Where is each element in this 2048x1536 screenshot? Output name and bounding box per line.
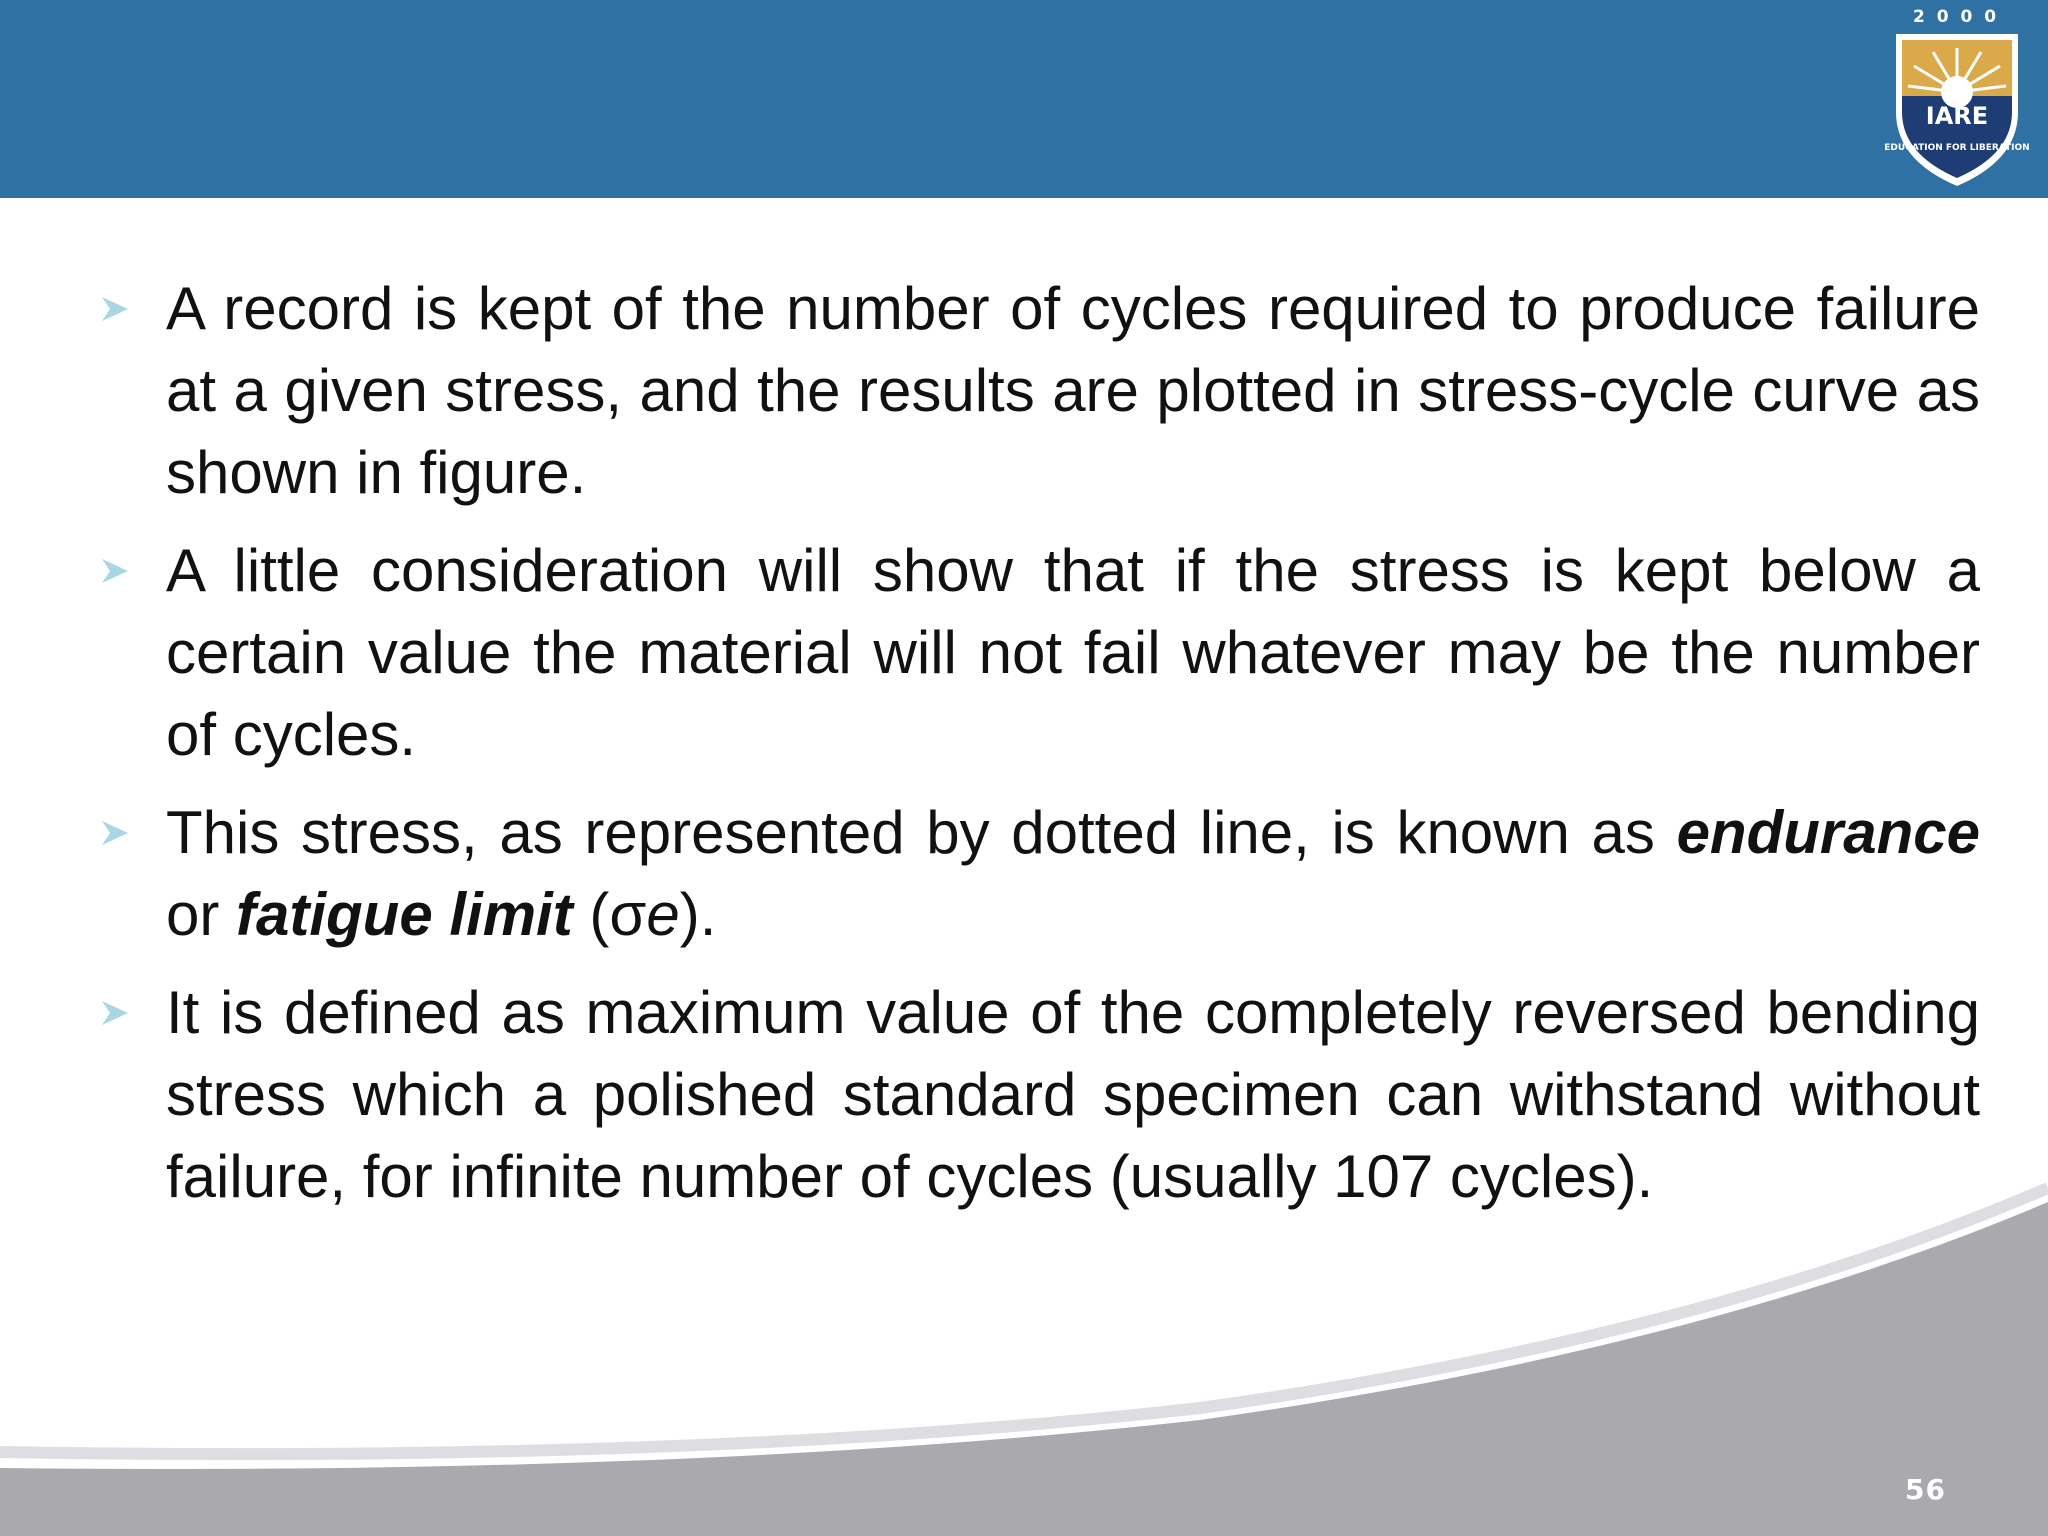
- bullet-text-part: or: [166, 881, 237, 948]
- bullet-item: [100, 792, 1980, 956]
- iare-logo-icon: [1858, 0, 2048, 198]
- bullet-text: A record is kept of the number of cycles required to produce failure at a given stress, and the results are plotted in stress-cycle curve as shown in figure.: [166, 275, 1980, 506]
- logo-motto: EDUCATION FOR LIBERATION: [1884, 143, 2030, 153]
- arrow-bullet-icon: [100, 792, 166, 874]
- header-bar: [0, 0, 2048, 198]
- bullet-item: [100, 530, 1980, 776]
- bullet-text: It is defined as maximum value of the completely reversed bending stress which a polished standard specimen can withstand without failure, for infinite number of cycles (usually 107 cycles).: [166, 979, 1980, 1210]
- slide-content: [100, 268, 1980, 1234]
- arrow-bullet-icon: [100, 972, 166, 1054]
- bullet-text-part: ).: [679, 881, 717, 948]
- bullet-item: [100, 972, 1980, 1218]
- logo-name: IARE: [1925, 102, 1989, 130]
- arrow-bullet-icon: [100, 530, 166, 612]
- term-endurance: endurance: [1676, 799, 1980, 866]
- bullet-text: A little consideration will show that if the stress is kept below a certain value the material will not fail whatever may be the number of cycles.: [166, 537, 1980, 768]
- bullet-item: [100, 268, 1980, 514]
- term-fatigue-limit: fatigue limit: [236, 881, 573, 948]
- page-number: 56: [1905, 1473, 1946, 1506]
- logo-year: 2 0 0 0: [1912, 7, 2000, 27]
- symbol-e: e: [646, 881, 680, 948]
- bullet-text: [166, 792, 1980, 956]
- bullet-text-part: (σ: [572, 881, 647, 948]
- bullet-text-part: This stress, as represented by dotted line, is known as: [166, 799, 1677, 866]
- arrow-bullet-icon: [100, 268, 166, 350]
